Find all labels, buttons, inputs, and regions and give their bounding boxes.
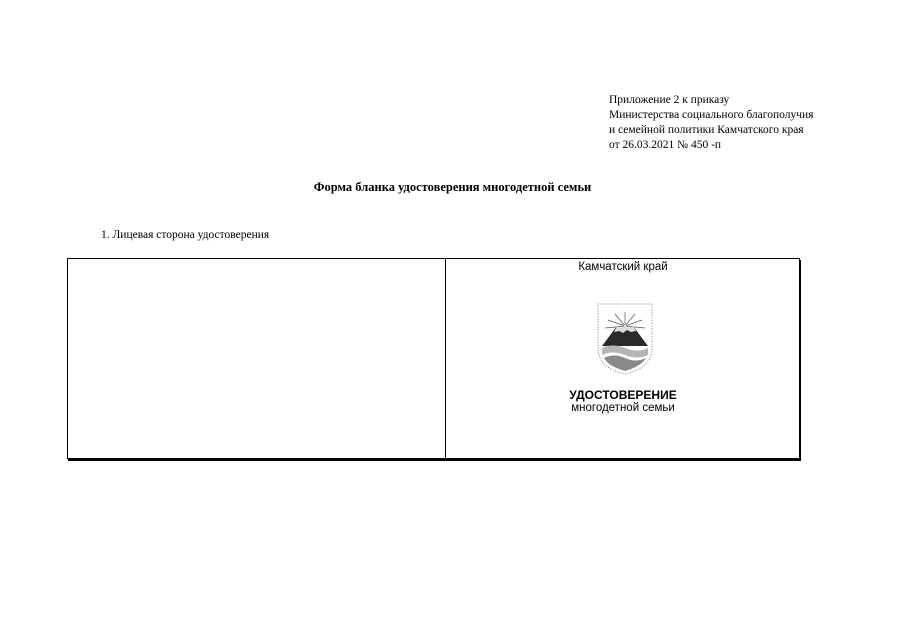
certificate-subtitle: многодетной семьи [571, 402, 675, 414]
region-name: Камчатский край [578, 261, 668, 273]
appendix-reference [609, 93, 813, 153]
form-title: Форма бланка удостоверения многодетной семьи [313, 180, 592, 194]
certificate-left-panel [68, 259, 446, 458]
kamchatka-coat-of-arms-icon [596, 302, 654, 376]
certificate-front-side [67, 258, 800, 459]
appendix-line-1: Приложение 2 к приказу [609, 94, 730, 106]
appendix-line-4: от 26.03.2021 № 450 -п [609, 139, 722, 151]
appendix-line-2: Министерства социального благополучия [609, 109, 814, 121]
certificate-right-panel [446, 259, 800, 458]
certificate-title: УДОСТОВЕРЕНИЕ [569, 388, 677, 402]
section-heading: 1. Лицевая сторона удостоверения [101, 229, 270, 241]
appendix-line-3: и семейной политики Камчатского края [609, 124, 804, 136]
